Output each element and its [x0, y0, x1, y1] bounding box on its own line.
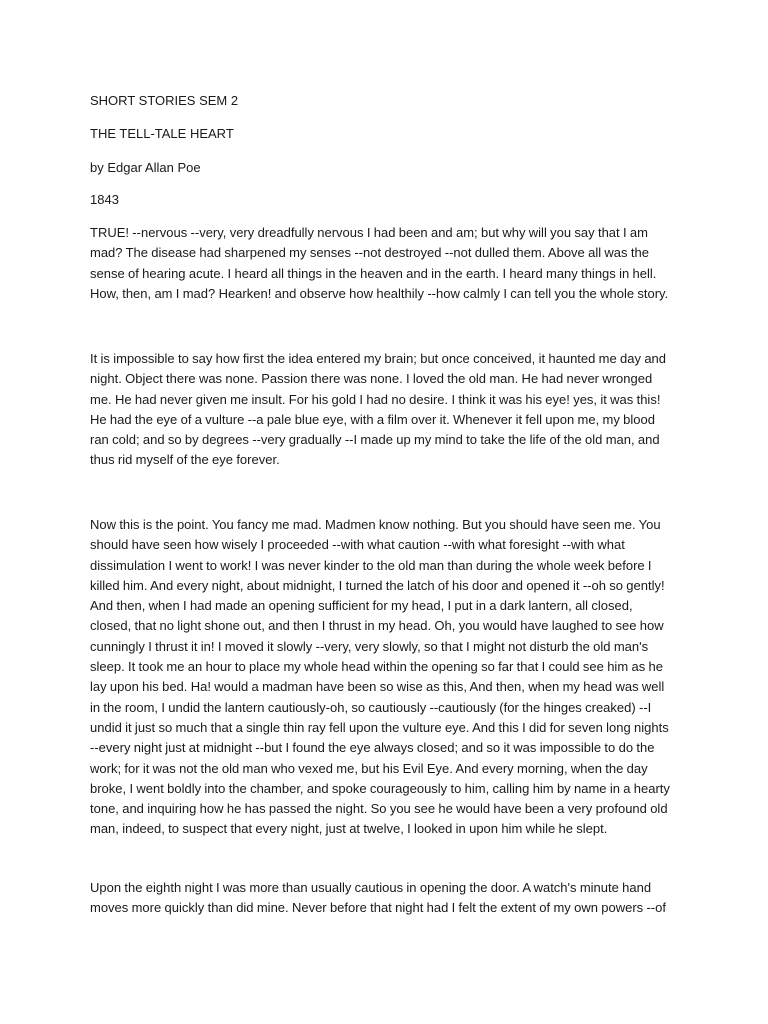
publication-year: 1843: [90, 192, 119, 207]
paragraph-2: It is impossible to say how first the idea entered my brain; but once conceived, it haunted me day and night. Object there was none. Passion there was none. I loved the old man. He had never wronged me. He had never given me insult. For his gold I had no desire. I think it was his eye! yes, it was this! He had the eye of a vulture --a pale blue eye, with a film over it. Whenever it fell upon me, my blood ran cold; and so by degrees --very gradually --I made up my mind to take the life of the old man, and thus rid myself of the eye forever.: [90, 351, 667, 468]
paragraph-1: TRUE! --nervous --very, very dreadfully nervous I had been and am; but why will you say that I am mad? The disease had sharpened my senses --not destroyed --not dulled them. Above all was the sense of hearing acute. I heard all things in the heaven and in the earth. I heard many things in hell. How, then, am I mad? Hearken! and observe how healthily --how calmly I can tell you the whole story.: [90, 225, 669, 301]
course-heading: SHORT STORIES SEM 2: [90, 93, 239, 108]
paragraph-3: Now this is the point. You fancy me mad. Madmen know nothing. But you should have seen me. You should have seen how wisely I proceeded --with what caution --with what foresight --with what dissimulation I went to work! I was never kinder to the old man than during the whole week before I killed him. And every night, about midnight, I turned the latch of his door and opened it --oh so gently! And then, when I had made an opening sufficient for my head, I put in a dark lantern, all closed, closed, that no light shone out, and then I thrust in my head. Oh, you would have laughed to see how cunningly I thrust it in! I moved it slowly --very, very slowly, so that I might not disturb the old man's sleep. It took me an hour to place my whole head within the opening so far that I could see him as he lay upon his bed. Ha! would a madman have been so wise as this, And then, when my head was well in the room, I undid the lantern cautiously-oh, so cautiously --cautiously (for the hinges creaked) --I undid it just so much that a single thin ray fell upon the vulture eye. And this I did for seven long nights --every night just at midnight --but I found the eye always closed; and so it was impossible to do the work; for it was not the old man who vexed me, but his Evil Eye. And every morning, when the day broke, I went boldly into the chamber, and spoke courageously to him, calling him by name in a hearty tone, and inquiring how he has passed the night. So you see he would have been a very profound old man, indeed, to suspect that every night, just at twelve, I looked in upon him while he slept.: [90, 517, 670, 837]
paragraph-4: Upon the eighth night I was more than usually cautious in opening the door. A watch's minute hand moves more quickly than did mine. Never before that night had I felt the extent of my own powers --of: [90, 880, 666, 916]
author-line: by Edgar Allan Poe: [90, 160, 201, 175]
story-title: THE TELL-TALE HEART: [90, 126, 234, 141]
